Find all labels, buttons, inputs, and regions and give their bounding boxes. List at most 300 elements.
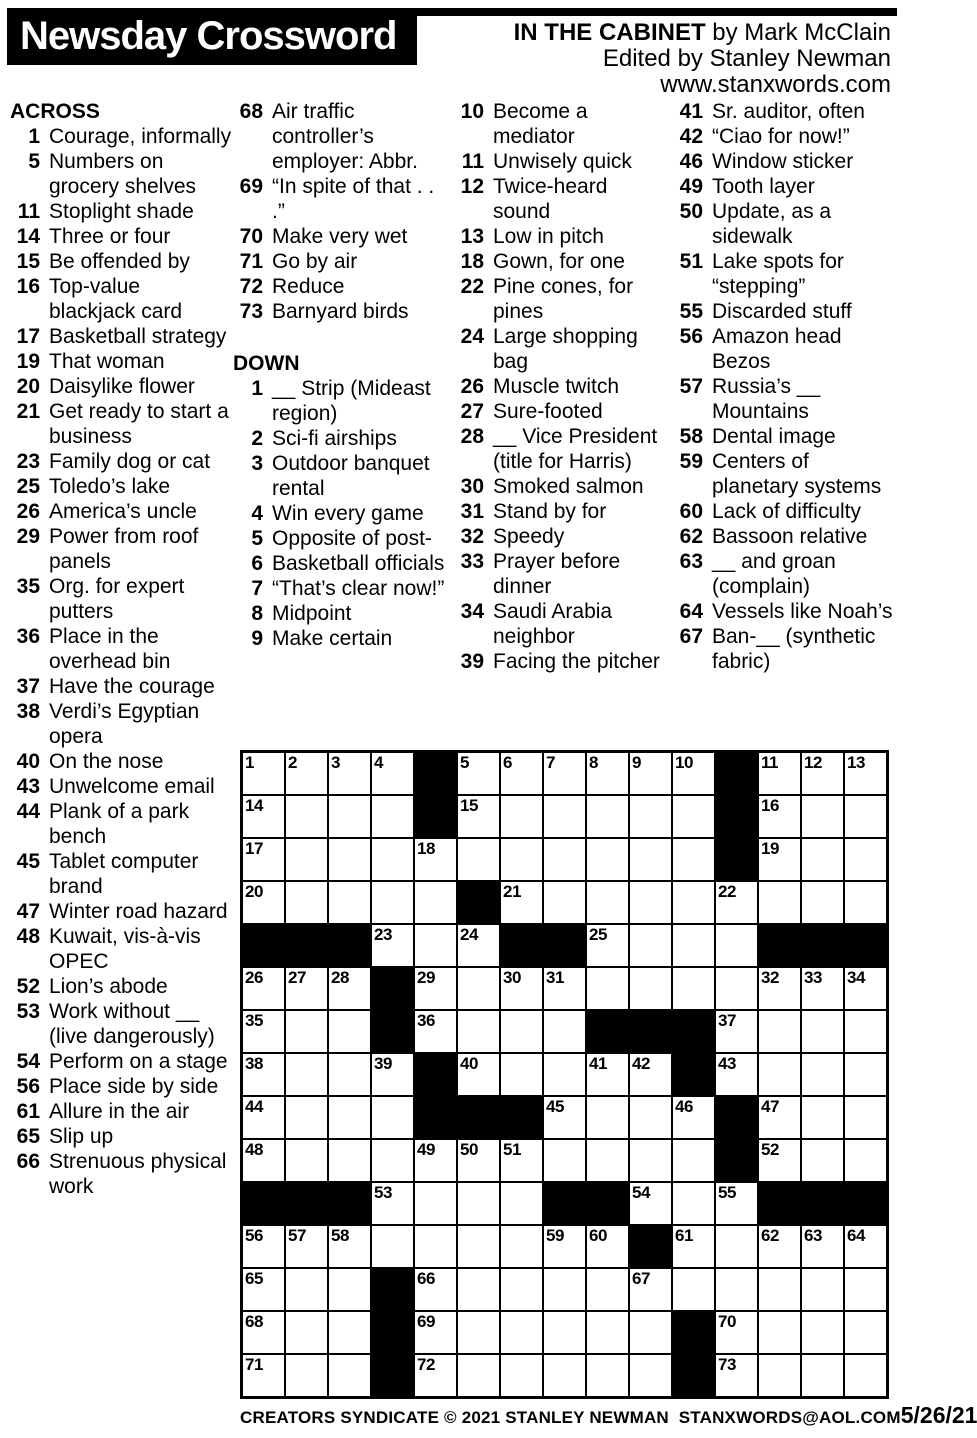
clue-text: Large shopping bag [493, 325, 638, 373]
clue-text: Prayer before dinner [493, 550, 621, 598]
grid-cell[interactable] [372, 882, 413, 923]
clue-across-28 [454, 424, 670, 474]
grid-cell[interactable] [802, 1312, 843, 1353]
grid-cell[interactable] [458, 1054, 499, 1095]
black-cell [243, 1183, 284, 1224]
clue-number: 56 [16, 1075, 40, 1098]
clue-across-11 [454, 149, 670, 174]
grid-cell[interactable] [587, 1269, 628, 1310]
grid-cell[interactable] [587, 1097, 628, 1138]
clue-text: Muscle twitch [493, 375, 620, 398]
grid-cell[interactable] [716, 1054, 757, 1095]
grid-cell[interactable] [415, 1269, 456, 1310]
grid-cell[interactable] [587, 925, 628, 966]
grid-cell[interactable] [587, 839, 628, 880]
grid-cell[interactable] [243, 1226, 284, 1267]
clue-across-55 [673, 299, 897, 324]
black-cell [329, 1183, 370, 1224]
grid-cell[interactable] [329, 1011, 370, 1052]
grid-cell[interactable] [415, 925, 456, 966]
grid-cell[interactable] [802, 1269, 843, 1310]
grid-cell[interactable] [501, 968, 542, 1009]
grid-cell[interactable] [243, 882, 284, 923]
grid-cell[interactable] [544, 1140, 585, 1181]
grid-cell[interactable] [329, 1140, 370, 1181]
grid-cell[interactable] [802, 1011, 843, 1052]
grid-cell[interactable] [501, 1355, 542, 1396]
grid-cell[interactable] [716, 925, 757, 966]
grid-cell[interactable] [544, 1011, 585, 1052]
grid-cell[interactable] [415, 1140, 456, 1181]
clue-across-19 [10, 349, 232, 374]
grid-cell[interactable] [501, 882, 542, 923]
cell-number: 27 [288, 968, 306, 987]
grid-cell[interactable] [243, 796, 284, 837]
grid-cell[interactable] [501, 796, 542, 837]
grid-cell[interactable] [673, 968, 714, 1009]
grid-cell[interactable] [243, 1097, 284, 1138]
clue-down-9 [233, 626, 451, 651]
grid-cell[interactable] [716, 1312, 757, 1353]
grid-cell[interactable] [759, 882, 800, 923]
cell-number: 35 [245, 1011, 263, 1030]
grid-cell[interactable] [759, 1355, 800, 1396]
grid-cell[interactable] [587, 1312, 628, 1353]
grid-cell[interactable] [759, 1054, 800, 1095]
clue-number: 9 [251, 627, 263, 650]
clue-number: 31 [460, 500, 484, 523]
clue-number: 17 [16, 325, 40, 348]
grid-cell[interactable] [673, 925, 714, 966]
clue-number: 34 [460, 600, 484, 623]
grid-cell[interactable] [329, 796, 370, 837]
clue-number: 26 [460, 375, 484, 398]
cell-number: 14 [245, 796, 263, 815]
grid-cell[interactable] [845, 882, 886, 923]
grid-cell[interactable] [845, 1226, 886, 1267]
grid-cell[interactable] [458, 1312, 499, 1353]
grid-cell[interactable] [243, 968, 284, 1009]
cell-number: 65 [245, 1269, 263, 1288]
cell-number: 46 [675, 1097, 693, 1116]
grid-cell[interactable] [802, 968, 843, 1009]
grid-cell[interactable] [587, 796, 628, 837]
grid-cell[interactable] [458, 968, 499, 1009]
clue-text: Work without __ (live dangerously) [49, 1000, 215, 1048]
grid-cell[interactable] [501, 1226, 542, 1267]
grid-cell[interactable] [243, 1269, 284, 1310]
grid-cell[interactable] [329, 1355, 370, 1396]
grid-cell[interactable] [759, 1097, 800, 1138]
grid-cell[interactable] [802, 1355, 843, 1396]
cell-number: 59 [546, 1226, 564, 1245]
grid-cell[interactable] [415, 1226, 456, 1267]
grid-cell[interactable] [501, 1011, 542, 1052]
clue-across-26 [454, 374, 670, 399]
grid-cell[interactable] [544, 1054, 585, 1095]
grid-cell[interactable] [501, 1312, 542, 1353]
clue-across-44 [10, 799, 232, 849]
clue-text: Basketball strategy [49, 325, 227, 348]
cell-number: 68 [245, 1312, 263, 1331]
grid-cell[interactable] [286, 1140, 327, 1181]
cell-number: 53 [374, 1183, 392, 1202]
grid-cell[interactable] [286, 882, 327, 923]
grid-cell[interactable] [458, 839, 499, 880]
grid-cell[interactable] [802, 796, 843, 837]
black-cell [458, 882, 499, 923]
cell-number: 69 [417, 1312, 435, 1331]
grid-cell[interactable] [286, 796, 327, 837]
grid-cell[interactable] [458, 1226, 499, 1267]
grid-cell[interactable] [630, 1054, 671, 1095]
black-cell [716, 1140, 757, 1181]
grid-cell[interactable] [802, 1097, 843, 1138]
cell-number: 40 [460, 1054, 478, 1073]
grid-cell[interactable] [673, 839, 714, 880]
grid-cell[interactable] [501, 1269, 542, 1310]
cell-number: 6 [503, 753, 512, 772]
clue-number: 70 [239, 225, 263, 248]
grid-cell[interactable] [845, 1097, 886, 1138]
grid-cell[interactable] [759, 1226, 800, 1267]
grid-cell[interactable] [845, 839, 886, 880]
cell-number: 66 [417, 1269, 435, 1288]
cell-number: 24 [460, 925, 478, 944]
grid-cell[interactable] [673, 1226, 714, 1267]
clue-text: Tablet computer brand [49, 850, 199, 898]
grid-cell[interactable] [329, 1226, 370, 1267]
clue-number: 41 [679, 100, 703, 123]
grid-cell[interactable] [845, 796, 886, 837]
brand-title: Newsday Crossword [20, 14, 397, 58]
clue-text: Org. for expert putters [49, 575, 185, 623]
clue-number: 53 [16, 1000, 40, 1023]
grid-cell[interactable] [286, 1355, 327, 1396]
grid-cell[interactable] [372, 839, 413, 880]
grid-cell[interactable] [587, 1140, 628, 1181]
grid-cell[interactable] [544, 1312, 585, 1353]
clue-text: That woman [49, 350, 165, 373]
grid-cell[interactable] [673, 882, 714, 923]
clue-across-69 [233, 174, 451, 224]
grid-cell[interactable] [372, 925, 413, 966]
grid-cell[interactable] [243, 1312, 284, 1353]
grid-cell[interactable] [673, 796, 714, 837]
grid-cell[interactable] [329, 1097, 370, 1138]
clue-text: Verdi’s Egyptian opera [49, 700, 200, 748]
clue-across-11 [10, 199, 232, 224]
grid-cell[interactable] [415, 1011, 456, 1052]
black-cell [415, 796, 456, 837]
grid-cell[interactable] [458, 1269, 499, 1310]
grid-cell[interactable] [587, 1054, 628, 1095]
grid-cell[interactable] [802, 1226, 843, 1267]
cell-number: 26 [245, 968, 263, 987]
clue-number: 32 [460, 525, 484, 548]
clue-text: Lack of difficulty [712, 500, 862, 523]
grid-cell[interactable] [372, 1226, 413, 1267]
clue-number: 59 [679, 450, 703, 473]
grid-cell[interactable] [544, 796, 585, 837]
grid-cell[interactable] [630, 968, 671, 1009]
grid-cell[interactable] [458, 925, 499, 966]
grid-cell[interactable] [372, 753, 413, 794]
black-cell [372, 1011, 413, 1052]
grid-cell[interactable] [759, 1011, 800, 1052]
grid-cell[interactable] [372, 1140, 413, 1181]
clue-number: 64 [679, 600, 703, 623]
clue-across-43 [10, 774, 232, 799]
clue-number: 43 [16, 775, 40, 798]
grid-cell[interactable] [845, 1054, 886, 1095]
grid-cell[interactable] [544, 839, 585, 880]
cell-number: 25 [589, 925, 607, 944]
grid-cell[interactable] [329, 753, 370, 794]
grid-cell[interactable] [716, 882, 757, 923]
black-cell [286, 1183, 327, 1224]
clue-text: Outdoor banquet rental [272, 452, 430, 500]
grid-cell[interactable] [243, 1011, 284, 1052]
black-cell [372, 1355, 413, 1396]
grid-cell[interactable] [587, 882, 628, 923]
clue-column-2 [233, 99, 451, 651]
black-cell [845, 925, 886, 966]
clue-text: Opposite of post- [272, 527, 432, 550]
grid-cell[interactable] [630, 1312, 671, 1353]
grid-cell[interactable] [630, 1355, 671, 1396]
grid-cell[interactable] [845, 753, 886, 794]
grid-cell[interactable] [286, 1054, 327, 1095]
clue-across-64 [673, 599, 897, 624]
black-cell [587, 1011, 628, 1052]
clue-across-65 [10, 1124, 232, 1149]
cell-number: 61 [675, 1226, 693, 1245]
grid-cell[interactable] [286, 1097, 327, 1138]
grid-cell[interactable] [802, 1054, 843, 1095]
clue-down-5 [233, 526, 451, 551]
grid-cell[interactable] [716, 968, 757, 1009]
grid-cell[interactable] [630, 882, 671, 923]
grid-cell[interactable] [286, 1226, 327, 1267]
grid-cell[interactable] [630, 1183, 671, 1224]
grid-cell[interactable] [630, 1269, 671, 1310]
grid-cell[interactable] [845, 1269, 886, 1310]
clue-text: Gown, for one [493, 250, 625, 273]
grid-cell[interactable] [243, 1355, 284, 1396]
grid-cell[interactable] [286, 1269, 327, 1310]
clue-text: “In spite of that . . .” [272, 175, 435, 223]
clue-number: 48 [16, 925, 40, 948]
grid-cell[interactable] [286, 1011, 327, 1052]
grid-cell[interactable] [630, 1140, 671, 1181]
grid-cell[interactable] [243, 1054, 284, 1095]
grid-cell[interactable] [458, 1355, 499, 1396]
grid-cell[interactable] [630, 753, 671, 794]
grid-cell[interactable] [372, 796, 413, 837]
black-cell [329, 925, 370, 966]
grid-cell[interactable] [587, 968, 628, 1009]
grid-cell[interactable] [286, 968, 327, 1009]
grid-cell[interactable] [501, 839, 542, 880]
clue-text: Low in pitch [493, 225, 604, 248]
black-cell [372, 1269, 413, 1310]
cell-number: 43 [718, 1054, 736, 1073]
black-cell [716, 796, 757, 837]
grid-cell[interactable] [716, 1355, 757, 1396]
grid-cell[interactable] [802, 839, 843, 880]
black-cell [501, 925, 542, 966]
puzzle-byline: by Mark McClain [705, 19, 891, 46]
grid-cell[interactable] [329, 882, 370, 923]
clue-number: 2 [251, 427, 263, 450]
grid-cell[interactable] [243, 839, 284, 880]
clue-across-14 [10, 224, 232, 249]
grid-cell[interactable] [329, 839, 370, 880]
grid-cell[interactable] [329, 1054, 370, 1095]
grid-cell[interactable] [501, 1183, 542, 1224]
grid-cell[interactable] [759, 796, 800, 837]
cell-number: 20 [245, 882, 263, 901]
cell-number: 29 [417, 968, 435, 987]
grid-cell[interactable] [673, 753, 714, 794]
grid-cell[interactable] [544, 968, 585, 1009]
grid-cell[interactable] [544, 1269, 585, 1310]
grid-cell[interactable] [587, 1226, 628, 1267]
grid-cell[interactable] [415, 882, 456, 923]
grid-cell[interactable] [415, 968, 456, 1009]
clue-text: Discarded stuff [712, 300, 852, 323]
clue-down-4 [233, 501, 451, 526]
cell-number: 16 [761, 796, 779, 815]
grid-cell[interactable] [286, 753, 327, 794]
clue-across-22 [454, 274, 670, 324]
grid-cell[interactable] [759, 1140, 800, 1181]
grid-cell[interactable] [802, 1140, 843, 1181]
grid-cell[interactable] [716, 1011, 757, 1052]
clue-across-68 [233, 99, 451, 174]
grid-cell[interactable] [759, 753, 800, 794]
grid-cell[interactable] [286, 1312, 327, 1353]
grid-cell[interactable] [372, 1097, 413, 1138]
clue-down-7 [233, 576, 451, 601]
grid-cell[interactable] [415, 1355, 456, 1396]
cell-number: 23 [374, 925, 392, 944]
top-rule [417, 8, 897, 16]
clue-number: 66 [16, 1150, 40, 1173]
grid-cell[interactable] [587, 753, 628, 794]
grid-cell[interactable] [544, 882, 585, 923]
cell-number: 63 [804, 1226, 822, 1245]
grid-cell[interactable] [501, 753, 542, 794]
grid-cell[interactable] [501, 1054, 542, 1095]
grid-cell[interactable] [716, 1183, 757, 1224]
clue-across-46 [673, 149, 897, 174]
clue-number: 57 [679, 375, 703, 398]
grid-cell[interactable] [845, 1355, 886, 1396]
grid-cell[interactable] [544, 1226, 585, 1267]
grid-cell[interactable] [587, 1355, 628, 1396]
grid-cell[interactable] [673, 1140, 714, 1181]
grid-cell[interactable] [845, 1011, 886, 1052]
cell-number: 31 [546, 968, 564, 987]
grid-cell[interactable] [329, 1312, 370, 1353]
clue-text: Sr. auditor, often [712, 100, 865, 123]
grid-cell[interactable] [802, 882, 843, 923]
grid-cell[interactable] [372, 1183, 413, 1224]
grid-cell[interactable] [415, 1312, 456, 1353]
grid-cell[interactable] [501, 1140, 542, 1181]
grid-cell[interactable] [243, 1140, 284, 1181]
clue-text: Pine cones, for pines [493, 275, 634, 323]
black-cell [673, 1355, 714, 1396]
grid-cell[interactable] [759, 1312, 800, 1353]
grid-cell[interactable] [544, 753, 585, 794]
grid-cell[interactable] [759, 968, 800, 1009]
grid-cell[interactable] [759, 1269, 800, 1310]
grid-cell[interactable] [845, 968, 886, 1009]
grid-cell[interactable] [673, 1097, 714, 1138]
grid-cell[interactable] [630, 796, 671, 837]
grid-cell[interactable] [716, 1226, 757, 1267]
clue-text: Family dog or cat [49, 450, 211, 473]
grid-cell[interactable] [415, 839, 456, 880]
grid-cell[interactable] [673, 1269, 714, 1310]
clue-number: 7 [251, 577, 263, 600]
clue-column-1 [10, 99, 232, 1199]
grid-cell[interactable] [630, 1097, 671, 1138]
grid-cell[interactable] [845, 1312, 886, 1353]
clue-across-66 [10, 1149, 232, 1199]
grid-cell[interactable] [458, 1140, 499, 1181]
black-cell [372, 968, 413, 1009]
grid-cell[interactable] [630, 925, 671, 966]
grid-cell[interactable] [329, 1269, 370, 1310]
grid-cell[interactable] [329, 968, 370, 1009]
clue-text: Lion’s abode [49, 975, 168, 998]
clue-text: Stoplight shade [49, 200, 194, 223]
grid-cell[interactable] [458, 753, 499, 794]
grid-cell[interactable] [673, 1183, 714, 1224]
clue-number: 35 [16, 575, 40, 598]
clue-number: 11 [17, 200, 40, 223]
clue-text: Window sticker [712, 150, 854, 173]
clue-text: On the nose [49, 750, 164, 773]
grid-cell[interactable] [544, 1355, 585, 1396]
black-cell [802, 1183, 843, 1224]
grid-cell[interactable] [458, 1011, 499, 1052]
grid-cell[interactable] [845, 1140, 886, 1181]
grid-cell[interactable] [759, 839, 800, 880]
cell-number: 45 [546, 1097, 564, 1116]
grid-cell[interactable] [415, 1183, 456, 1224]
grid-cell[interactable] [544, 1097, 585, 1138]
clue-number: 50 [679, 200, 703, 223]
clue-number: 19 [16, 350, 40, 373]
grid-cell[interactable] [243, 753, 284, 794]
grid-cell[interactable] [630, 839, 671, 880]
clue-number: 28 [460, 425, 484, 448]
grid-cell[interactable] [372, 1054, 413, 1095]
clue-text: Perform on a stage [49, 1050, 228, 1073]
grid-cell[interactable] [802, 753, 843, 794]
cell-number: 1 [245, 753, 254, 772]
black-cell [673, 1054, 714, 1095]
grid-cell[interactable] [286, 839, 327, 880]
grid-cell[interactable] [458, 796, 499, 837]
grid-cell[interactable] [716, 1269, 757, 1310]
grid-cell[interactable] [458, 1183, 499, 1224]
